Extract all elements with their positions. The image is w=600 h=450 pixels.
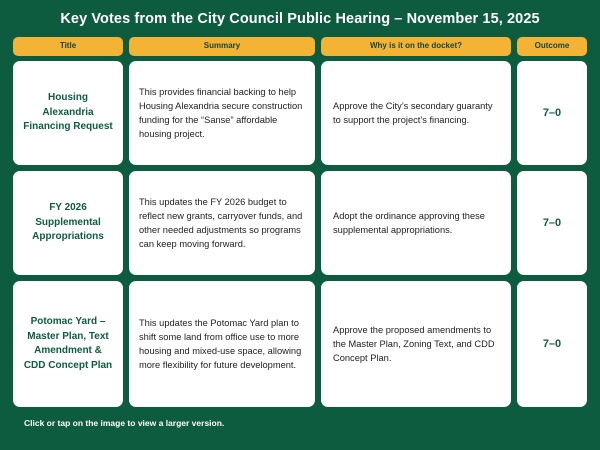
image-caption[interactable]: Click or tap on the image to view a larger version. [24, 418, 225, 429]
row-why: Adopt the ordinance approving these supplemental appropriations. [321, 171, 511, 275]
table-row [14, 171, 586, 275]
row-summary: This updates the FY 2026 budget to reflect new grants, carryover funds, and other needed adjustments so programs can keep moving forward. [129, 171, 315, 275]
row-outcome: 7–0 [517, 61, 587, 165]
row-why: Approve the City’s secondary guaranty to support the project’s financing. [321, 61, 511, 165]
row-why: Approve the proposed amendments to the Master Plan, Zoning Text, and CDD Concept Plan. [321, 281, 511, 407]
row-outcome: 7–0 [517, 281, 587, 407]
row-outcome: 7–0 [517, 171, 587, 275]
page-title: Key Votes from the City Council Public Hearing – November 15, 2025 [60, 11, 540, 27]
table-header-row [14, 37, 586, 56]
row-summary: This updates the Potomac Yard plan to shift some land from office use to more housing and mixed-use space, allowing more flexibility for future development. [129, 281, 315, 407]
column-header-title: Title [13, 37, 123, 56]
column-header-outcome: Outcome [517, 37, 587, 56]
table-row [14, 281, 586, 407]
column-header-summary: Summary [129, 37, 315, 56]
column-header-why: Why is it on the docket? [321, 37, 511, 56]
row-title: Potomac Yard – Master Plan, Text Amendment & CDD Concept Plan [13, 281, 123, 407]
table-row [14, 61, 586, 165]
row-title: FY 2026 Supplemental Appropriations [13, 171, 123, 275]
row-title: Housing Alexandria Financing Request [13, 61, 123, 165]
table-body [14, 61, 586, 407]
row-summary: This provides financial backing to help Housing Alexandria secure construction funding for the “Sanse” affordable housing project. [129, 61, 315, 165]
